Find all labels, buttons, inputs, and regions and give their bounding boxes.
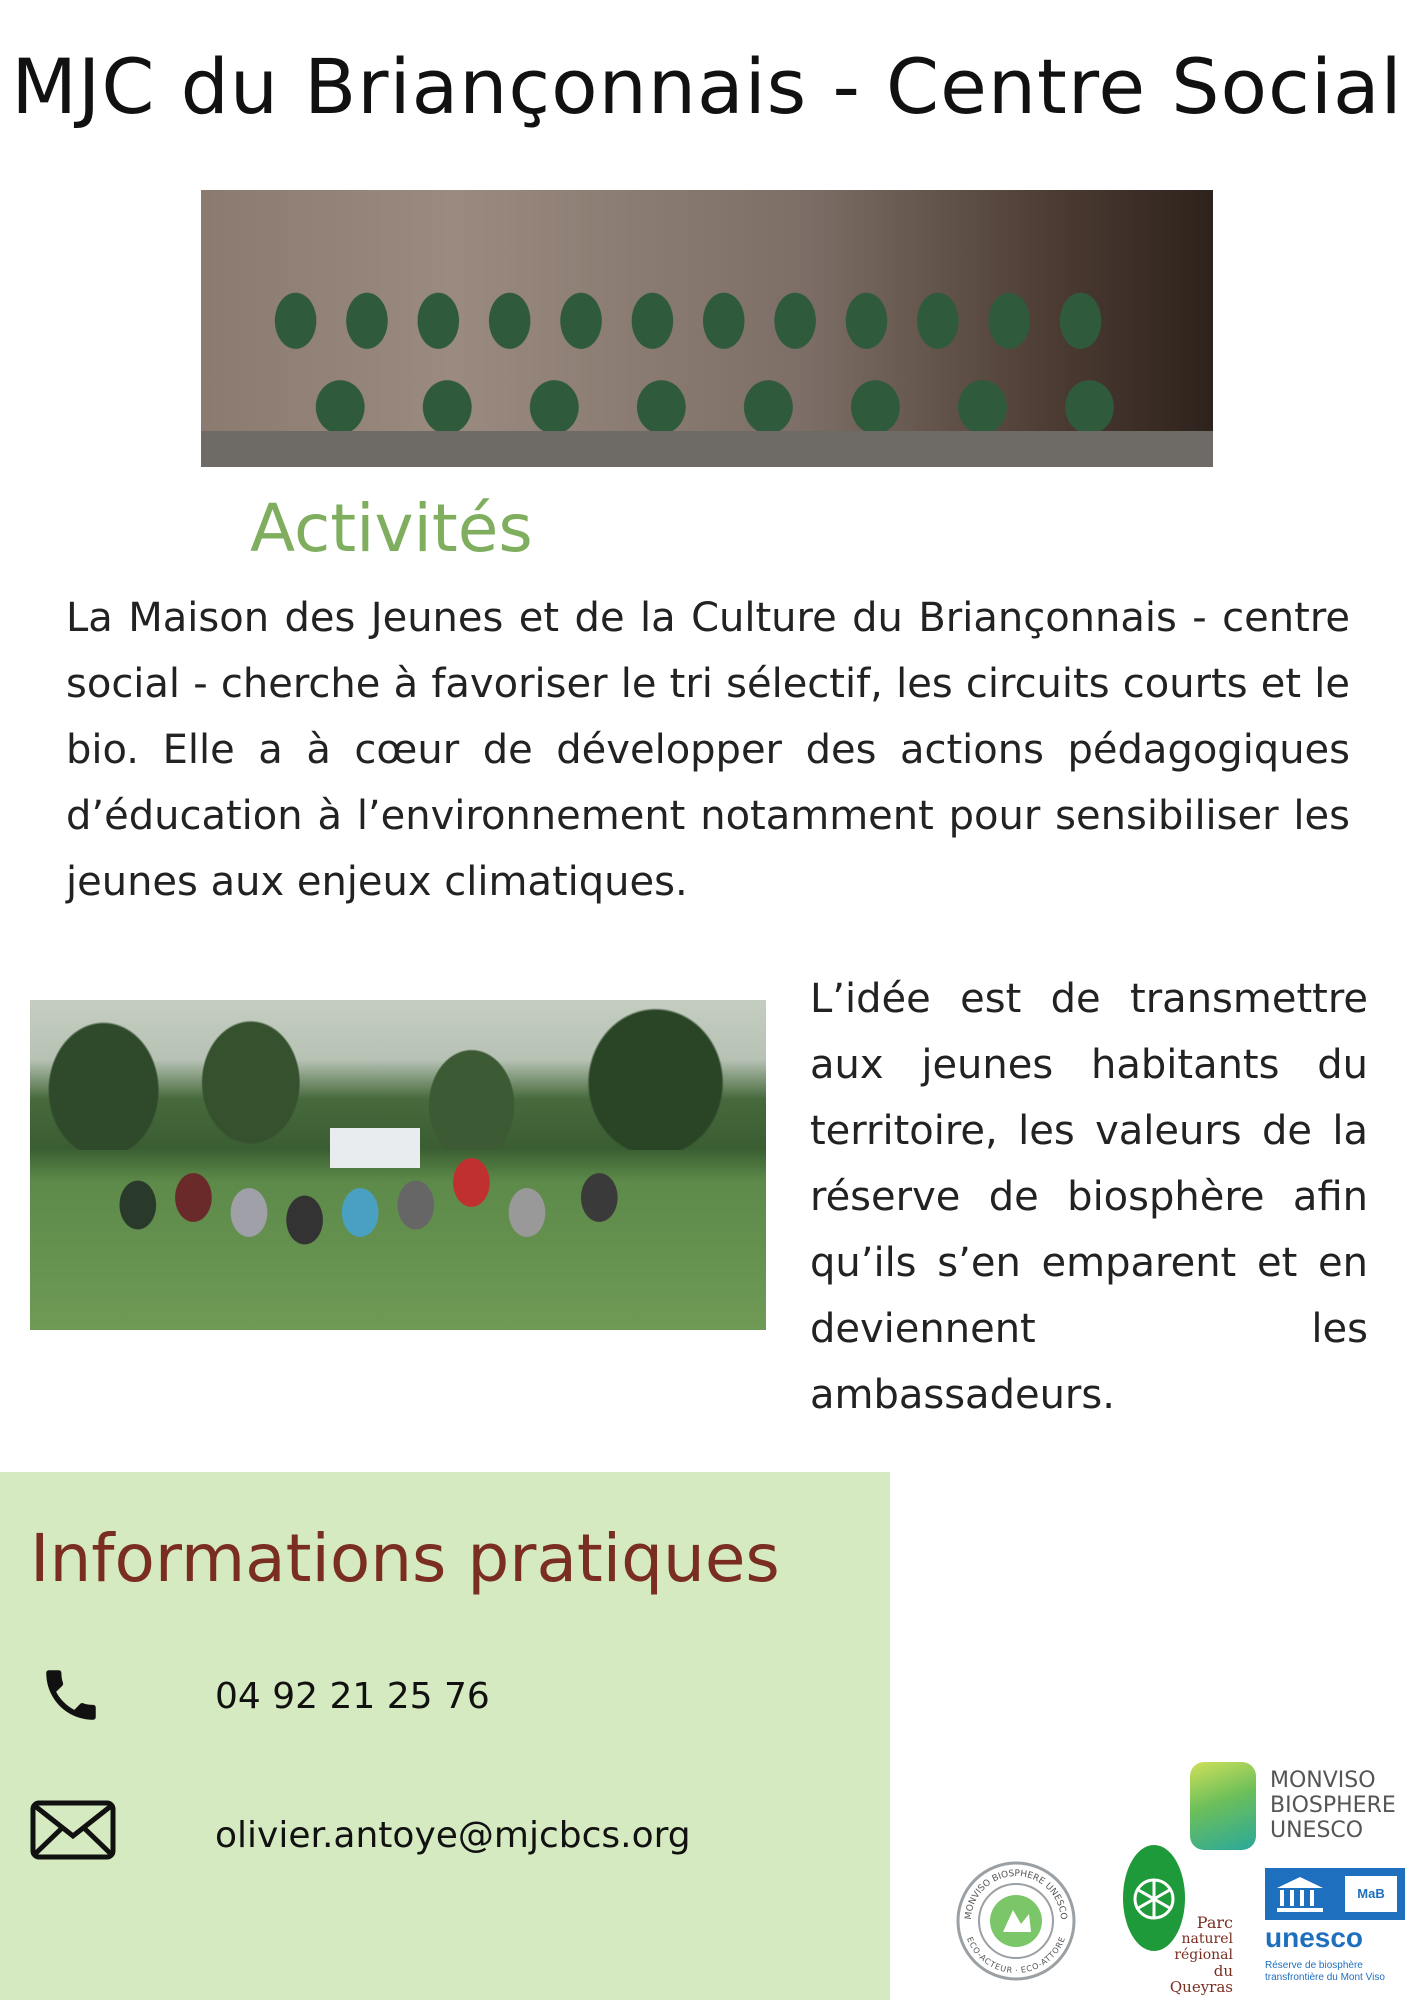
monviso-logo-text: MONVISO BIOSPHERE UNESCO xyxy=(1270,1768,1396,1843)
group-photo-ground xyxy=(201,431,1213,467)
group-photo-people xyxy=(251,230,1143,457)
workshop-photo xyxy=(30,1000,766,1330)
unesco-emblem-bar xyxy=(1265,1868,1405,1920)
queyras-logo-text: Parc naturel régional du Queyras xyxy=(1169,1913,1233,1996)
info-title: Informations pratiques xyxy=(30,1520,780,1597)
mab-label: MaB xyxy=(1345,1876,1397,1912)
phone-icon xyxy=(38,1662,104,1728)
activites-paragraph-2: L’idée est de transmettre aux jeunes habitants du territoire, les valeurs de la réserve de biosphère afin qu’ils s’en emparent et en deviennent les ambassadeurs. xyxy=(810,976,1368,1418)
group-photo xyxy=(201,190,1213,467)
unesco-subtitle: Réserve de biosphère transfrontière du Mont Viso xyxy=(1265,1960,1385,1983)
workshop-photo-people xyxy=(110,1130,666,1280)
mail-icon xyxy=(30,1800,116,1860)
badge-bottom-text: ECO-ACTEUR · ECO-ATTORE xyxy=(965,1935,1067,1976)
unesco-name: unesco xyxy=(1265,1922,1364,1953)
page-title: MJC du Briançonnais - Centre Social xyxy=(11,42,1403,131)
unesco-temple-icon xyxy=(1273,1874,1327,1914)
activites-paragraph-1: La Maison des Jeunes et de la Culture du Briançonnais - centre social - cherche à favoriser le tri sélectif, les circuits courts et le bio. Elle a à cœur de développer des actions pédagogiques d’éducation à l’environnement notamment pour sensibiliser les jeunes aux enjeux climatiques. xyxy=(66,595,1350,905)
parc-queyras-logo xyxy=(1123,1845,1233,1995)
unesco-logo xyxy=(1265,1868,1405,1993)
activites-heading: Activités xyxy=(250,490,533,567)
eco-acteur-badge-logo xyxy=(955,1860,1077,1982)
email-address[interactable]: olivier.antoye@mjcbcs.org xyxy=(215,1815,691,1856)
badge-top-text: MONVISO BIOSPHERE UNESCO xyxy=(963,1868,1069,1921)
phone-number[interactable]: 04 92 21 25 76 xyxy=(215,1676,490,1717)
monviso-biosphere-logo xyxy=(1190,1762,1400,1852)
monviso-mark-icon xyxy=(1190,1762,1256,1850)
